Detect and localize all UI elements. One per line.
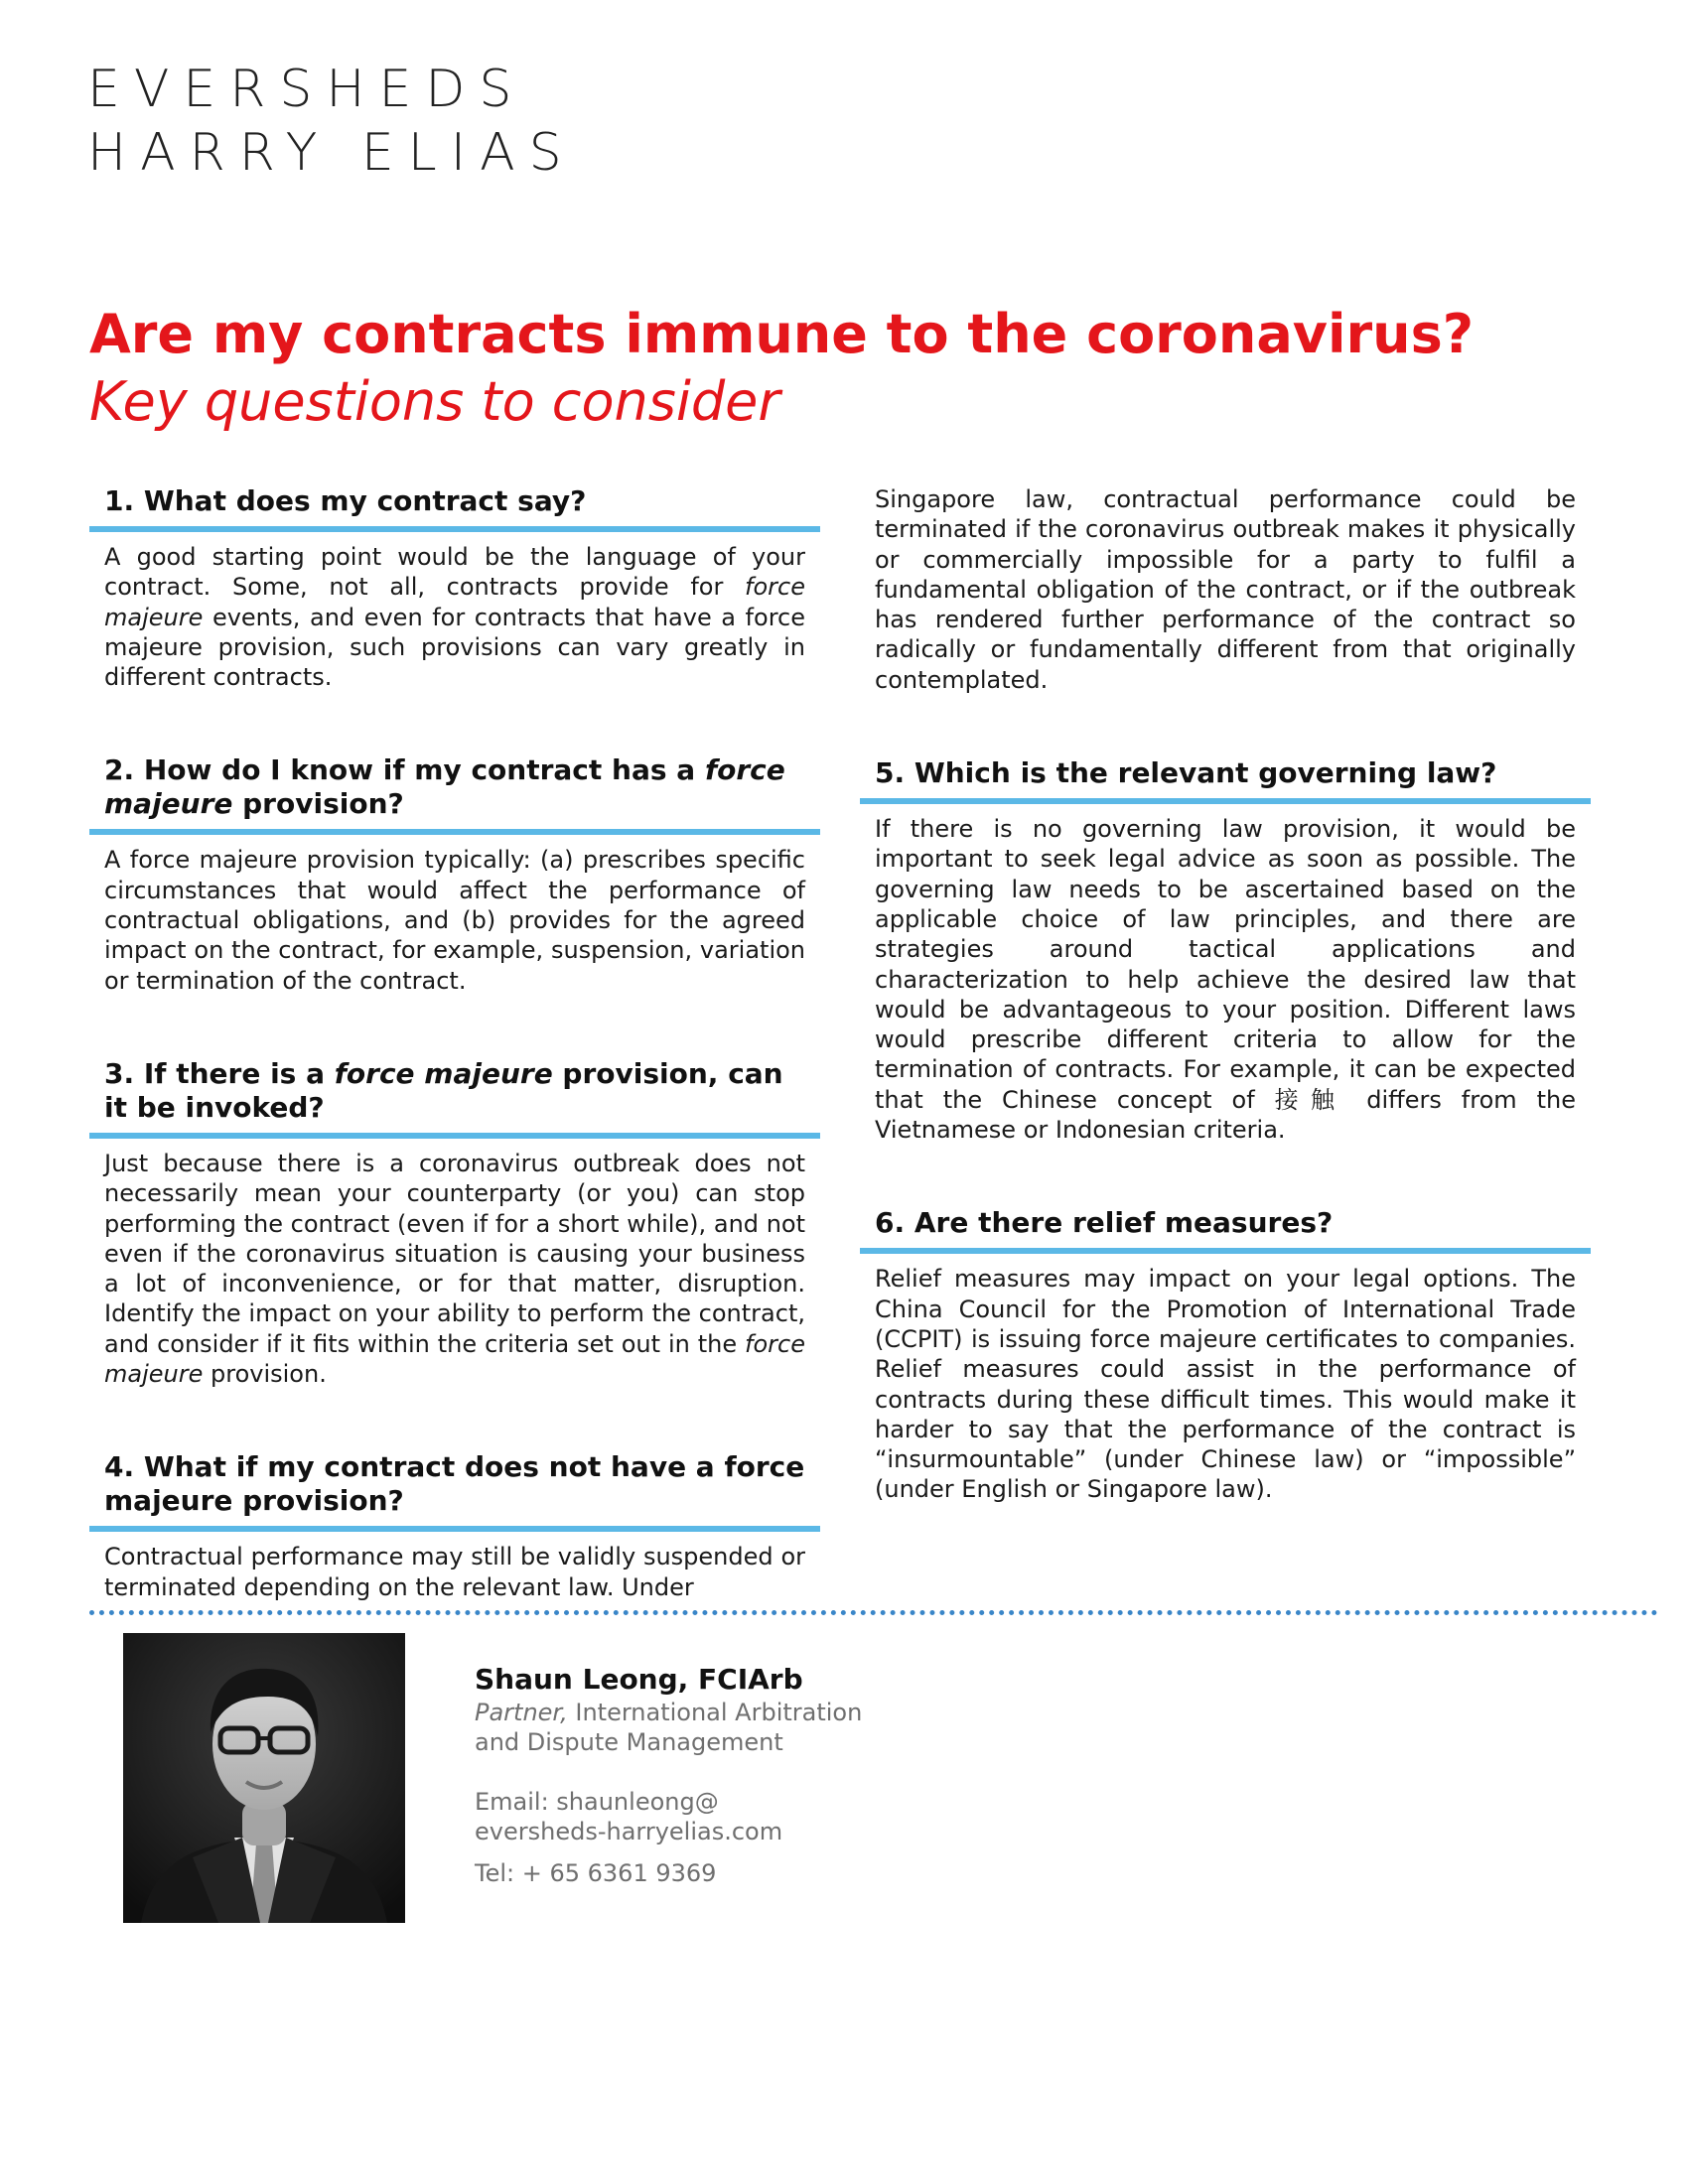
section-2-heading: 2. How do I know if my contract has a force majeure provision? [104, 753, 785, 821]
person-portrait-icon [123, 1633, 405, 1923]
page-subtitle: Key questions to consider [89, 370, 780, 433]
section-5-heading: 5. Which is the relevant governing law? [875, 756, 1497, 790]
section-1 [89, 484, 820, 692]
section-divider [860, 798, 1591, 804]
section-divider [89, 829, 820, 835]
brand-line-1: EVERSHEDS [87, 60, 526, 119]
section-4-body-right: Singapore law, contractual performance could be terminated if the coronavirus outbreak makes it physically or commercially impossible for a party to fulfil a fundamental obligation of the contract, or if the outbreak has rendered further performance of the contract so radically or fundamentally different from that originally contemplated. [875, 485, 1576, 694]
page-title: Are my contracts immune to the coronavirus? [89, 303, 1475, 365]
contact-name: Shaun Leong, FCIArb [475, 1663, 803, 1696]
section-divider [89, 526, 820, 532]
left-column [89, 484, 820, 1602]
section-4-heading: 4. What if my contract does not have a force majeure provision? [104, 1450, 805, 1518]
contact-role: Partner, International Arbitration and Dispute Management [475, 1699, 863, 1756]
section-2 [89, 753, 820, 995]
section-6-heading: 6. Are there relief measures? [875, 1206, 1334, 1240]
dotted-separator [89, 1610, 1658, 1615]
section-1-body: A good starting point would be the language of your contract. Some, not all, contracts provide for force majeure events, and even for contracts that have a force majeure provision, such provisions can vary greatly in different contracts. [104, 543, 805, 692]
section-2-body: A force majeure provision typically: (a) prescribes specific circumstances that would affect the performance of contractual obligations, and (b) provides for the agreed impact on the contract, for example, suspension, variation or termination of the contract. [104, 846, 805, 995]
section-1-heading: 1. What does my contract say? [104, 484, 587, 517]
brand-logo [87, 58, 576, 185]
section-divider [860, 1248, 1591, 1254]
section-3-body: Just because there is a coronavirus outbreak does not necessarily mean your counterparty (or you) can stop performing the contract (even if for a short while), and not even if the coronavirus situation is causing your business a lot of inconvenience, or for that matter, disruption. Identify the impact on your ability to perform the contract, and consider if it fits within the criteria set out in the force majeure provision. [104, 1149, 805, 1389]
section-divider [89, 1133, 820, 1139]
section-6-body: Relief measures may impact on your legal options. The China Council for the Promotion of International Trade (CCPIT) is issuing force majeure certificates to companies. Relief measures could assist in the performance of contracts during these difficult times. This would make it harder to say that the performance of the contract is “insurmountable” (under Chinese law) or “impossible” (under English or Singapore law). [875, 1265, 1576, 1504]
section-3-heading: 3. If there is a force majeure provision, can it be invoked? [104, 1056, 783, 1124]
contact-phone[interactable]: Tel: + 65 6361 9369 [475, 1859, 717, 1887]
contact-card [475, 1662, 872, 1888]
section-6 [860, 1206, 1591, 1504]
section-divider [89, 1526, 820, 1532]
brand-line-2: HARRY ELIAS [87, 123, 576, 183]
right-column [860, 484, 1591, 1505]
section-3 [89, 1057, 820, 1389]
section-5-body: If there is no governing law provision, it would be important to seek legal advice as soon as possible. The governing law needs to be ascertained based on the applicable choice of law principles, and there are strategies around tactical applications and characterization to help achieve the desired law that would be advantageous to your position. Different laws would prescribe different criteria to allow for the termination of contracts. For example, it can be expected that the Chinese concept of 接触 differs from the Vietnamese or Indonesian criteria. [875, 815, 1576, 1145]
section-4-continued [860, 484, 1591, 695]
contact-email[interactable]: Email: shaunleong@ eversheds-harryelias.com [475, 1788, 783, 1845]
section-4 [89, 1450, 820, 1602]
section-4-body-left: Contractual performance may still be validly suspended or terminated depending on the relevant law. Under [104, 1543, 805, 1601]
section-5 [860, 756, 1591, 1145]
